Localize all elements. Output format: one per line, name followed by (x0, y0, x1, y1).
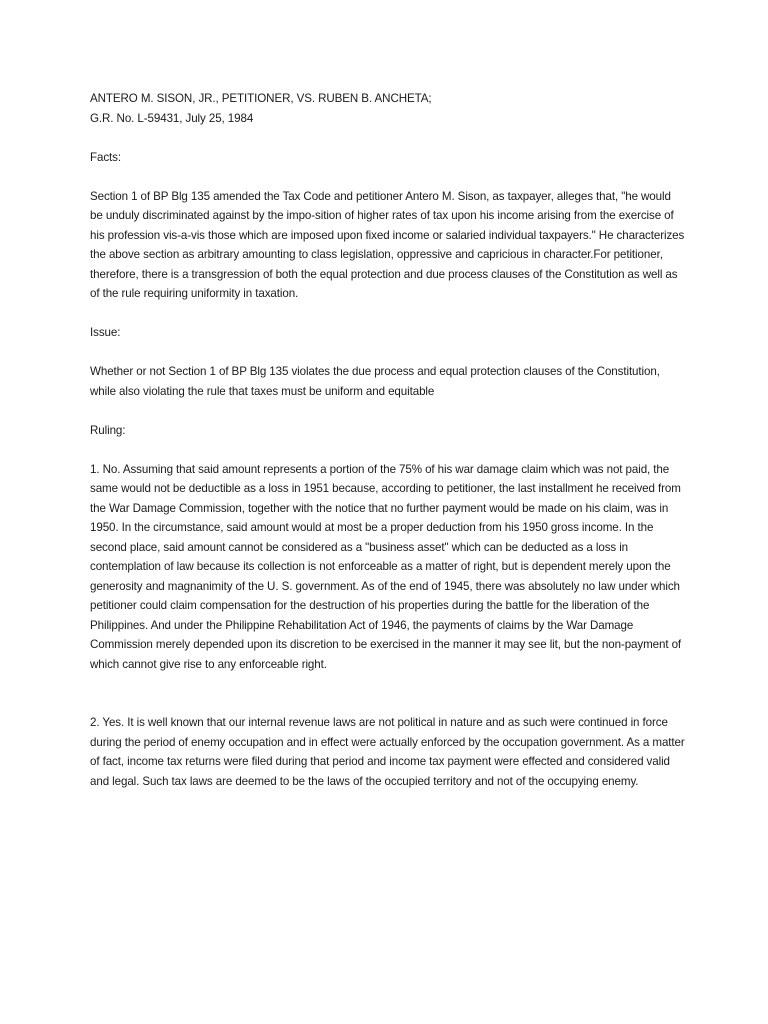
case-citation: G.R. No. L-59431, July 25, 1984 (90, 111, 254, 125)
issue-heading: Issue: (90, 326, 121, 339)
issue-paragraph: Whether or not Section 1 of BP Blg 135 violates the due process and equal protection clauses of the Constitution, while also violating the rule that taxes must be uniform and equitable (90, 365, 660, 398)
spacer (90, 674, 685, 713)
ruling-heading: Ruling: (90, 423, 126, 437)
spacer (90, 304, 685, 324)
ruling-paragraph-1: 1. No. Assuming that said amount represents a portion of the 75% of his war damage claim which was not paid, the same would not be deductible as a loss in 1951 because, according to petitioner, the last installment he received from the War Damage Commission, together with the notice that no further payment would be made on his claim, was in 1950. In the circumstance, said amount would at most be a proper deduction from his 1950 gross income. In the second place, said amount cannot be considered as a "business asset" which can be deducted as a loss in contemplation of law because its collection is not enforceable as a matter of right, but is dependent merely upon the generosity and magnanimity of the U. S. government. As of the end of 1945, there was absolutely no law under which petitioner could claim compensation for the destruction of his properties during the battle for the liberation of the Philippines. And under the Philippine Rehabilitation Act of 1946, the payments of claims by the War Damage Commission merely depended upon its discretion to be exercised in the manner it may see lit, but the non-payment of which cannot give rise to any enforceable right. (90, 462, 682, 671)
spacer (90, 128, 685, 148)
spacer (90, 440, 685, 460)
case-title: ANTERO M. SISON, JR., PETITIONER, VS. RUBEN B. ANCHETA; (90, 92, 432, 105)
spacer (90, 401, 685, 421)
document-content (90, 89, 685, 791)
spacer (90, 343, 685, 363)
facts-heading: Facts: (90, 150, 121, 164)
facts-paragraph: Section 1 of BP Blg 135 amended the Tax Code and petitioner Antero M. Sison, as taxpayer, alleges that, "he would be unduly discriminated against by the impo-sition of higher rates of tax upon his income arising from the exercise of his profession vis-a-vis those which are imposed upon fixed income or salaried individual taxpayers." He characterizes the above section as arbitrary amounting to class legislation, oppressive and capricious in character.For petitioner, therefore, there is a transgression of both the equal protection and due process clauses of the Constitution as well as of the rule requiring uniformity in taxation. (90, 189, 685, 300)
spacer (90, 167, 685, 187)
ruling-paragraph-2: 2. Yes. It is well known that our internal revenue laws are not political in nature and as such were continued in force during the period of enemy occupation and in effect were actually enforced by the occupation government. As a matter of fact, income tax returns were filed during that period and income tax payment were effected and considered valid and legal. Such tax laws are deemed to be the laws of the occupied territory and not of the occupying enemy. (90, 716, 685, 788)
